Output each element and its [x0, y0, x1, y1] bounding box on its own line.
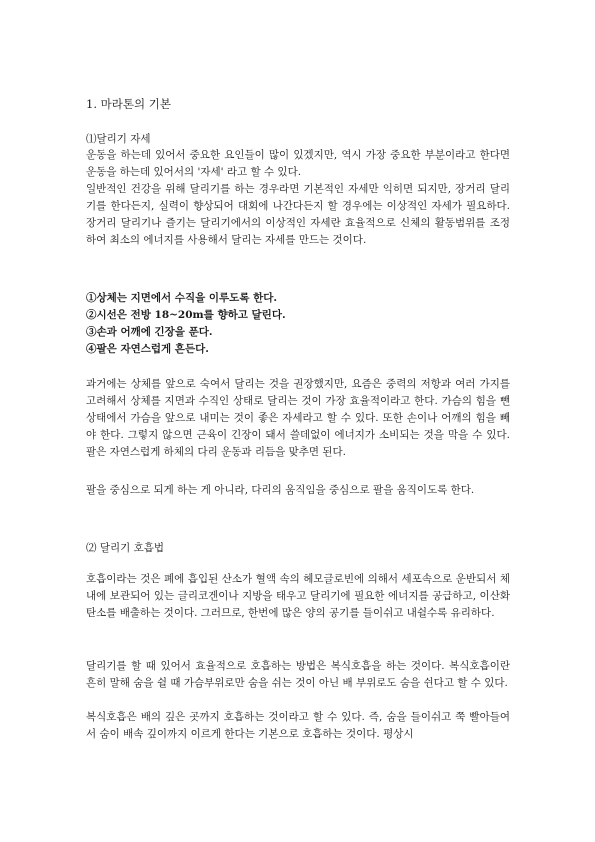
key-point: ④팔은 자연스럽게 흔든다. — [86, 343, 209, 355]
paragraph-5: 호흡이라는 것은 폐에 흡입된 산소가 혈액 속의 헤모글로빈에 의해서 세포속으로 운반되서 체내에 보관되어 있는 글리코겐이나 지방을 태우고 달리기에 필요한 에너지를 공급하고, 이산화탄소를 배출하는 것이다. 그러므로, 한번에 많은 양의 공기를 들이쉬고 내쉴수록 유리하다. — [86, 573, 510, 619]
section-1-heading: ⑴달리기 자세 — [86, 133, 151, 145]
paragraph-6: 달리기를 할 때 있어서 효율적으로 호흡하는 방법은 복식호흡을 하는 것이다. 복식호흡이란 흔히 말해 숨을 쉴 때 가슴부위로만 숨을 쉬는 것이 아닌 배 부위로도 숨을 쉰다고 할 수 있다. — [86, 660, 510, 689]
key-point: ②시선은 전방 18~20m를 향하고 달린다. — [86, 309, 286, 321]
paragraph-3: 과거에는 상체를 앞으로 숙여서 달리는 것을 권장했지만, 요즘은 중력의 저항과 여러 가지를 고려해서 상체를 지면과 수직인 상태로 달리는 것이 가장 효율적이라고 한다. 가슴의 힘을 뺀 상태에서 가슴을 앞으로 내미는 것이 좋은 자세라고 할 수 있다. 또한 손이나 어깨의 힘을 빼야 한다. 그렇지 않으면 근육이 긴장이 돼서 쓸데없이 에너지가 소비되는 것을 막을 수 있다. 팔은 자연스럽게 하체의 다리 운동과 리듬을 맞추면 된다. — [86, 378, 510, 458]
key-points-list — [86, 290, 510, 358]
paragraph-7: 복식호흡은 배의 깊은 곳까지 호흡하는 것이라고 할 수 있다. 즉, 숨을 들이쉬고 쭉 빨아들여서 숨이 배속 깊이까지 이르게 한다는 기본으로 호흡하는 것이다. 평상시 — [86, 711, 510, 740]
section-2-heading: ⑵ 달리기 호흡법 — [86, 542, 165, 554]
page-title: 1. 마라톤의 기본 — [86, 97, 171, 111]
paragraph-1: 운동을 하는데 있어서 중요한 요인들이 많이 있겠지만, 역시 가장 중요한 부분이라고 한다면 운동을 하는데 있어서의 '자세' 라고 할 수 있다. — [86, 149, 510, 178]
paragraph-4: 팔을 중심으로 되게 하는 게 아니라, 다리의 움직임을 중심으로 팔을 움직이도록 한다. — [86, 484, 475, 496]
key-point: ③손과 어깨에 긴장을 푼다. — [86, 326, 213, 338]
paragraph-2: 일반적인 건강을 위해 달리기를 하는 경우라면 기본적인 자세만 익히면 되지만, 장거리 달리기를 한다든지, 실력이 향상되어 대회에 나간다든지 할 경우에는 이상적인 자세가 필요하다. 장거리 달리기나 즐기는 달리기에서의 이상적인 자세란 효율적으로 신체의 활동범위를 조정하여 최소의 에너지를 사용해서 달리는 자세를 만드는 것이다. — [86, 183, 510, 246]
key-point: ①상체는 지면에서 수직을 이루도록 한다. — [86, 292, 278, 304]
